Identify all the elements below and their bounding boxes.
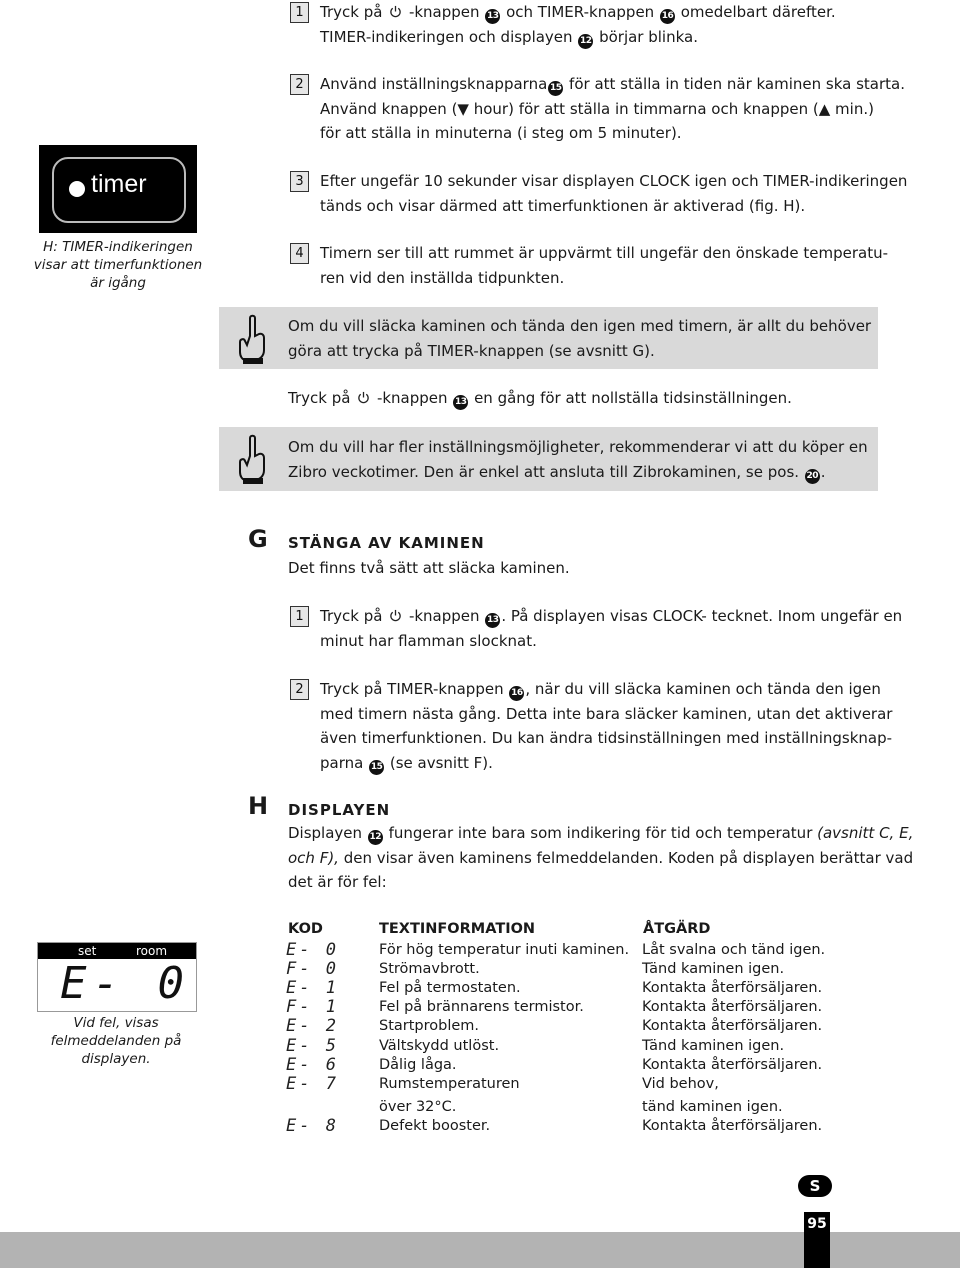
timer-label: timer	[91, 170, 147, 198]
text-line: Tryck på TIMER-knappen 16 , när du vill släcka kaminen och tända den igen	[320, 677, 881, 702]
text-line: Efter ungefär 10 sekunder visar displayen CLOCK igen och TIMER-indikeringen	[320, 172, 908, 190]
text-line: det är för fel:	[288, 873, 387, 891]
text-line: Zibro veckotimer. Den är enkel att ansluta till Zibrokaminen, se pos. 20 .	[288, 460, 826, 485]
text-line: Tryck på -knappen 13 . På displayen visas CLOCK- tecknet. Inom ungefär en	[320, 604, 902, 629]
step-number: 2	[290, 679, 309, 700]
text-line: Om du vill har fler inställningsmöjligheter, rekommenderar vi att du köper en	[288, 438, 868, 456]
error-action: Låt svalna och tänd igen.	[642, 942, 826, 958]
reference-number-icon: 13	[485, 613, 500, 628]
error-action: Tänd kaminen igen.	[642, 1038, 785, 1054]
reset-instruction: Tryck på -knappen 13 en gång för att nollställa tidsinställningen.	[288, 386, 792, 411]
display-room-label: room	[136, 944, 168, 958]
text-line: Displayen 12 fungerar inte bara som indikering för tid och temperatur (avsnitt C, E,	[288, 821, 913, 846]
error-action: Kontakta återförsäljaren.	[642, 1018, 823, 1034]
error-description: över 32°C.	[379, 1099, 457, 1115]
fig-h-caption: H: TIMER-indikeringen visar att timerfunktionen är igång	[33, 239, 203, 291]
error-description: Defekt booster.	[379, 1118, 491, 1134]
step-number: 3	[290, 171, 309, 192]
timer-dot-icon	[69, 181, 85, 197]
power-icon	[357, 391, 370, 404]
error-action: Vid behov,	[642, 1076, 719, 1092]
reference-number-icon: 20	[805, 469, 820, 484]
text-line: och F), den visar även kaminens felmeddelanden. Koden på displayen berättar vad	[288, 848, 914, 867]
text-line: Tryck på -knappen 13 och TIMER-knappen 16 omedelbart därefter.	[320, 0, 836, 25]
reference-number-icon: 15	[548, 81, 563, 96]
text-line: Använd knappen (▼ hour) för att ställa in timmarna och knappen (▲ min.)	[320, 99, 874, 118]
page-number-box	[804, 1212, 830, 1268]
text-line: parna 15 (se avsnitt F).	[320, 751, 493, 776]
error-description: Vältskydd utlöst.	[379, 1038, 500, 1054]
reference-number-icon: 16	[660, 9, 675, 24]
error-code: E- 8	[286, 1116, 339, 1136]
language-badge: S	[798, 1175, 832, 1197]
error-action: Kontakta återförsäljaren.	[642, 999, 823, 1015]
error-description: Startproblem.	[379, 1018, 480, 1034]
text-line: ren vid den inställda tidpunkten.	[320, 268, 565, 287]
page-number: 95	[807, 1216, 827, 1232]
section-g-letter: G	[248, 525, 268, 553]
step-number: 1	[290, 606, 309, 627]
section-g-title: STÄNGA AV KAMINEN	[288, 534, 485, 552]
error-action: tänd kaminen igen.	[642, 1099, 783, 1115]
error-action: Kontakta återförsäljaren.	[642, 1118, 823, 1134]
text-line: minut har flamman slocknat.	[320, 631, 537, 650]
error-description: Rumstemperaturen	[379, 1076, 520, 1092]
reference-number-icon: 15	[369, 760, 384, 775]
error-action: Tänd kaminen igen.	[642, 961, 785, 977]
reference-number-icon: 12	[368, 830, 383, 845]
section-h-title: DISPLAYEN	[288, 801, 391, 819]
display-error-code: E- 0	[60, 958, 190, 1009]
text-line: Om du vill släcka kaminen och tända den igen med timern, är allt du behöver	[288, 317, 872, 335]
reference-number-icon: 13	[453, 395, 468, 410]
text-line: även timerfunktionen. Du kan ändra tidsinställningen med inställningsknap-	[320, 729, 893, 747]
hand-pointing-icon	[236, 314, 270, 366]
text-line: TIMER-indikeringen och displayen 12 börjar blinka.	[320, 25, 698, 50]
hand-pointing-icon	[236, 434, 270, 486]
table-header-kod: KOD	[288, 921, 323, 937]
power-icon	[389, 5, 402, 18]
section-h-letter: H	[248, 792, 269, 820]
error-code: E- 1	[286, 978, 339, 998]
error-description: För hög temperatur inuti kaminen.	[379, 942, 630, 958]
error-code: E- 7	[286, 1074, 339, 1094]
reference-number-icon: 16	[509, 686, 524, 701]
step-number: 4	[290, 243, 309, 264]
error-description: Strömavbrott.	[379, 961, 480, 977]
reference-number-icon: 13	[485, 9, 500, 24]
timer-indicator-figure	[39, 145, 197, 233]
table-header-action: ÅTGÄRD	[643, 921, 711, 937]
text-line: med timern nästa gång. Detta inte bara släcker kaminen, utan det aktiverar	[320, 704, 893, 723]
error-display-figure	[37, 942, 197, 1012]
error-action: Kontakta återförsäljaren.	[642, 980, 823, 996]
error-description: Fel på termostaten.	[379, 980, 521, 996]
table-header-text: TEXTINFORMATION	[379, 921, 536, 937]
step-number: 2	[290, 74, 309, 95]
error-code: E- 2	[286, 1016, 339, 1036]
power-icon	[389, 609, 402, 622]
section-g-intro: Det finns två sätt att släcka kaminen.	[288, 559, 570, 577]
reference-number-icon: 12	[578, 34, 593, 49]
step-number: 1	[290, 2, 309, 23]
error-code: F- 1	[286, 997, 339, 1017]
display-set-label: set	[78, 944, 97, 958]
text-line: Timern ser till att rummet är uppvärmt till ungefär den önskade temperatu-	[320, 244, 889, 262]
error-description: Dålig låga.	[379, 1057, 457, 1073]
text-line: tänds och visar därmed att timerfunktionen är aktiverad (fig. H).	[320, 196, 806, 215]
text-line: för att ställa in minuterna (i steg om 5 minuter).	[320, 124, 682, 142]
error-code: E- 0	[286, 940, 339, 960]
display-caption: Vid fel, visas felmeddelanden på displayen.	[50, 1015, 182, 1067]
error-description: Fel på brännarens termistor.	[379, 999, 584, 1015]
error-code: E- 5	[286, 1036, 339, 1056]
text-line: göra att trycka på TIMER-knappen (se avsnitt G).	[288, 341, 655, 360]
error-code: F- 0	[286, 959, 339, 979]
text-line: Använd inställningsknapparna 15 för att ställa in tiden när kaminen ska starta.	[320, 72, 905, 97]
error-action: Kontakta återförsäljaren.	[642, 1057, 823, 1073]
error-code: E- 6	[286, 1055, 339, 1075]
